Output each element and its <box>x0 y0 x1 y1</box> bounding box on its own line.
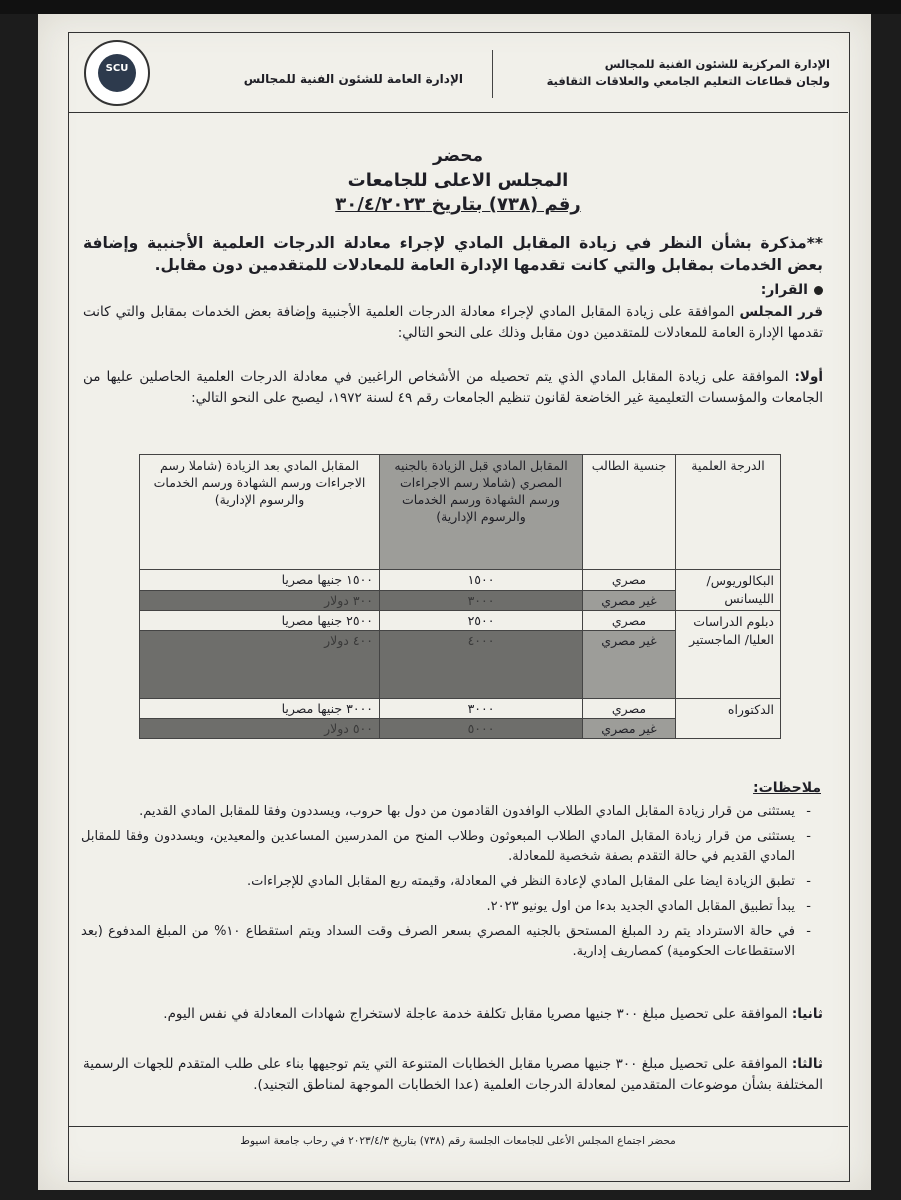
third-paragraph <box>83 1054 823 1096</box>
nationality-cell: مصري <box>583 699 676 719</box>
decision-heading <box>83 280 823 301</box>
fee-after-cell: ٣٠٠ دولار <box>140 590 380 611</box>
fee-after-cell: ٣٠٠٠ جنيها مصريا <box>140 699 380 719</box>
header-divider <box>492 50 494 98</box>
department-line-2: ولجان قطاعات التعليم الجامعي والعلاقات الثقافية <box>546 74 830 88</box>
fee-before-cell: ١٥٠٠ <box>380 570 583 591</box>
header-after: المقابل المادي بعد الزيادة (شاملا رسم الاجراءات ورسم الشهادة ورسم الخدمات والرسوم الإدارية) <box>140 455 380 570</box>
council-name: المجلس الاعلى للجامعات <box>347 170 569 191</box>
first-text: الموافقة على زيادة المقابل المادي الذي يتم تحصيله من الأشخاص الراغبين في معادلة الدرجات العلمية الحاصلين عليها من الجامعات والمؤسسات التعليمية غير الخاضعة لقانون تنظيم الجامعات رقم ٤٩ لسنة ١٩٧٢، ليصبح على النحو التالي: <box>83 369 823 406</box>
table-row <box>140 699 781 719</box>
header-before: المقابل المادي قبل الزيادة بالجنيه المصري (شاملا رسم الاجراءات ورسم الشهادة ورسم الخدمات والرسوم الإدارية) <box>380 455 583 570</box>
fee-after-cell: ٢٥٠٠ جنيها مصريا <box>140 611 380 631</box>
fee-after-cell: ١٥٠٠ جنيها مصريا <box>140 570 380 591</box>
degree-masters: دبلوم الدراسات العليا/ الماجستير <box>676 611 781 699</box>
fee-before-cell: ٢٥٠٠ <box>380 611 583 631</box>
first-paragraph <box>83 367 823 409</box>
department-line-1: الإدارة المركزية للشئون الفنية للمجالس <box>604 57 830 71</box>
list-item: - في حالة الاسترداد يتم رد المبلغ المستحق بالجنيه المصري بسعر الصرف وقت السداد ويتم استقطاع ١٠% من المبلغ المدفوع (بعد الاستقطاعات الحكومية) كمصاريف إدارية. <box>81 922 811 962</box>
table-header-row <box>140 455 781 570</box>
fee-before-cell: ٥٠٠٠ <box>380 719 583 739</box>
general-administration: الإدارة العامة للشئون الفنية للمجالس <box>243 72 463 86</box>
notes-heading: ملاحظات: <box>753 780 821 796</box>
session-number-date: رقم (٧٣٨) بتاريخ ٣٠/٤/٢٠٢٣ <box>335 194 581 215</box>
page-footer: محضر اجتماع المجلس الأعلى للجامعات الجلسة رقم (٧٣٨) بتاريخ ٢٠٢٣/٤/٣ في رحاب جامعة اسيوط <box>68 1126 848 1157</box>
second-paragraph <box>83 1004 823 1025</box>
third-lead: ثالثا: <box>791 1056 823 1072</box>
nationality-cell: غير مصري <box>583 590 676 611</box>
nationality-cell: غير مصري <box>583 631 676 699</box>
second-lead: ثانيا: <box>791 1006 823 1022</box>
list-item: - يبدأ تطبيق المقابل المادي الجديد بدءا من اول يونيو ٢٠٢٣. <box>81 897 811 917</box>
decision-lead: قرر المجلس <box>739 304 824 320</box>
bullet-icon <box>814 286 823 295</box>
nationality-cell: مصري <box>583 570 676 591</box>
header-nationality: جنسية الطالب <box>583 455 676 570</box>
decision-text: الموافقة على زيادة المقابل المادي لإجراء معادلة الدرجات العلمية الأجنبية وإضافة بعض الخدمات بمقابل والتي كانت تقدمها الإدارة العامة للمعادلات للمتقدمين دون مقابل وذلك على النحو التالي: <box>83 304 823 341</box>
fee-before-cell: ٣٠٠٠ <box>380 590 583 611</box>
scu-logo <box>84 40 150 106</box>
memo-subject: **مذكرة بشأن النظر في زيادة المقابل المادي لإجراء معادلة الدرجات العلمية الأجنبية وإضافة بعض الخدمات بمقابل والتي كانت تقدمها الإدارة العامة للمعادلات للمتقدمين دون مقابل. <box>83 234 823 274</box>
letterhead <box>68 32 848 113</box>
top-dark-strip <box>0 0 901 14</box>
degree-bachelor: البكالوريوس/ الليسانس <box>676 570 781 611</box>
list-item: - يستثنى من قرار زيادة المقابل المادي الطلاب المبعوثون وطلاب المنح من المدرسين المساعدين والمعيدين، ويسددون وفقا للمقابل المادي القديم في حالة التقدم بصفة شخصية للمعادلة. <box>81 827 811 867</box>
issuing-department <box>547 56 830 90</box>
decision-paragraph <box>83 302 823 344</box>
doc-type-title: محضر <box>432 146 484 166</box>
nationality-cell: مصري <box>583 611 676 631</box>
second-text: الموافقة على تحصيل مبلغ ٣٠٠ جنيها مصريا مقابل تكلفة خدمة عاجلة لاستخراج شهادات المعادلة في نفس اليوم. <box>163 1006 788 1022</box>
fee-after-cell: ٥٠٠ دولار <box>140 719 380 739</box>
degree-phd: الدكتوراه <box>676 699 781 739</box>
list-item: - تطبق الزيادة ايضا على المقابل المادي لإعادة النظر في المعادلة، وقيمته ربع المقابل المادي للإجراءات. <box>81 872 811 892</box>
document-page <box>38 14 871 1190</box>
fee-before-cell: ٤٠٠٠ <box>380 631 583 699</box>
notes-list <box>81 802 811 967</box>
nationality-cell: غير مصري <box>583 719 676 739</box>
fee-after-cell: ٤٠٠ دولار <box>140 631 380 699</box>
header-degree: الدرجة العلمية <box>676 455 781 570</box>
first-lead: أولا: <box>794 369 823 385</box>
fee-before-cell: ٣٠٠٠ <box>380 699 583 719</box>
fees-table <box>139 454 781 739</box>
table-row <box>140 611 781 631</box>
third-text: الموافقة على تحصيل مبلغ ٣٠٠ جنيها مصريا مقابل الخطابات المتنوعة التي يتم توجيهها بناء على طلب المتقدم للجهات الرسمية المختلفة بشأن موضوعات المتقدمين لمعادلة الدرجات العلمية (عدا الخطابات الموجهة لمناطق التجنيد). <box>83 1056 823 1093</box>
table-row <box>140 570 781 591</box>
logo-text: SCU <box>105 63 129 74</box>
decision-label: القرار: <box>760 282 808 298</box>
list-item: - يستثنى من قرار زيادة المقابل المادي الطلاب الوافدون القادمون من دول بها حروب، ويسددون وفقا للمقابل المادي القديم. <box>81 802 811 822</box>
